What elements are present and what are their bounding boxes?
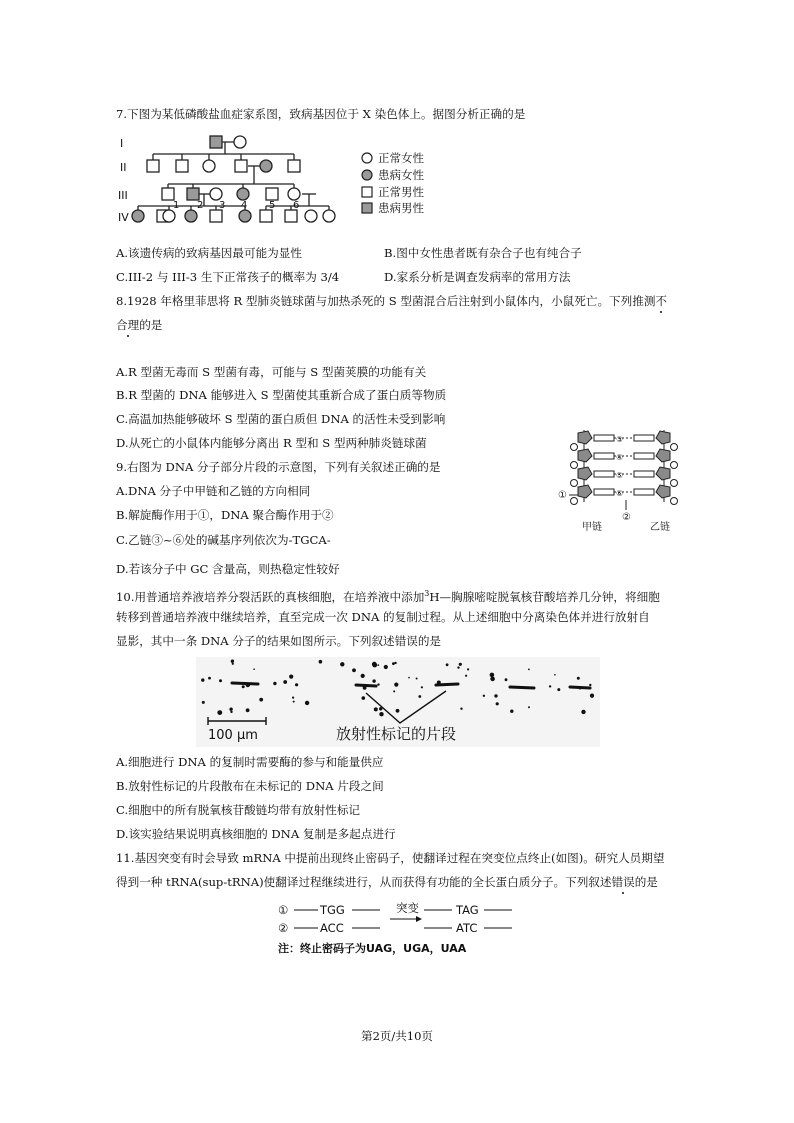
silver-grain xyxy=(283,680,287,684)
radioactive-fragment-caption: 放射性标记的片段 xyxy=(336,725,457,743)
q10-option-a[interactable]: A.细胞进行 DNA 的复制时需要酶的参与和能量供应 xyxy=(116,755,384,769)
q8-option-a[interactable]: A.R 型菌无毒而 S 型菌有毒，可能与 S 型菌荚膜的功能有关 xyxy=(116,365,427,379)
row2-after: ATC xyxy=(456,921,478,935)
silver-grain xyxy=(377,683,379,685)
silver-grain xyxy=(372,662,377,667)
q11-stem-line2: 得到一种 tRNA(sup-tRNA)使翻译过程继续进行，从而获得有功能的全长蛋白质分子。下列叙述错误的是 xyxy=(116,875,658,889)
q11-stem-line1: 11.基因突变有时会导致 mRNA 中提前出现终止密码子，使翻译过程在突变位点终止(如图)。研究人员期望 xyxy=(116,851,665,865)
silver-grain xyxy=(528,669,530,671)
silver-grain xyxy=(591,696,593,698)
silver-grain xyxy=(408,677,410,679)
q8-option-b[interactable]: B.R 型菌的 DNA 能够进入 S 型菌使其重新合成了蛋白质等物质 xyxy=(116,388,447,402)
q8-emphasis-reasonable: 合理 xyxy=(116,318,140,332)
phosphate-right xyxy=(671,480,678,487)
silver-grain xyxy=(459,663,462,666)
individual-num-4: 4 xyxy=(241,200,248,211)
silver-grain xyxy=(483,695,485,697)
phosphate-right xyxy=(671,444,678,451)
strand-left-label: 甲链 xyxy=(582,522,602,533)
silver-grain xyxy=(379,712,383,716)
gen-label-iii: III xyxy=(118,189,128,202)
silver-grain xyxy=(289,675,293,679)
phosphate-right xyxy=(671,498,678,505)
silver-grain xyxy=(253,668,255,670)
silver-grain xyxy=(374,707,378,711)
base-left xyxy=(594,435,614,441)
legend-normal-female: 正常女性 xyxy=(378,151,424,165)
row2-before: ACC xyxy=(320,921,344,935)
silver-grain xyxy=(232,663,234,665)
legend-affected-male: 患病男性 xyxy=(378,201,424,215)
phosphate-left xyxy=(571,480,578,487)
deoxyribose-right xyxy=(656,467,670,480)
base-left xyxy=(594,489,614,495)
individual-num-1: 1 xyxy=(173,200,180,211)
silver-grain xyxy=(460,708,462,710)
page-footer: 第2页/共10页 xyxy=(361,1029,433,1043)
q8-stem-line2: 合理的是 xyxy=(116,318,163,332)
q10-option-d[interactable]: D.该实验结果说明真核细胞的 DNA 复制是多起点进行 xyxy=(116,827,396,841)
deoxyribose-left xyxy=(578,485,592,498)
silver-grain xyxy=(490,673,495,678)
silver-grain xyxy=(421,686,423,688)
q10-option-b[interactable]: B.放射性标记的片段散布在未标记的 DNA 片段之间 xyxy=(116,779,384,793)
silver-grain xyxy=(396,709,400,713)
silver-grain xyxy=(416,678,418,680)
silver-grain xyxy=(229,708,232,711)
q7-option-b[interactable]: B.图中女性患者既有杂合子也有纯合子 xyxy=(384,246,582,260)
silver-grain xyxy=(393,690,395,692)
base-right xyxy=(634,453,654,459)
deoxyribose-left xyxy=(578,449,592,462)
silver-grain xyxy=(554,674,556,676)
dna-marker-4: ④ xyxy=(616,453,624,462)
silver-grain xyxy=(319,660,323,664)
silver-grain xyxy=(362,696,366,700)
dna-marker-5: ⑤ xyxy=(616,471,624,480)
base-left xyxy=(594,471,614,477)
dna-structure-diagram xyxy=(556,424,690,534)
silver-grain xyxy=(246,708,250,712)
dna-marker-2: ② xyxy=(622,512,631,523)
dna-marker-6: ⑥ xyxy=(616,489,624,498)
deoxyribose-left xyxy=(578,431,592,444)
dna-marker-1: ① xyxy=(558,490,567,501)
q8-stem-line1: 8.1928 年格里菲思将 R 型肺炎链球菌与加热杀死的 S 型菌混合后注射到小鼠体内，小鼠死亡。下列推测不 xyxy=(116,294,668,308)
row1-number: ① xyxy=(278,903,289,917)
silver-grain xyxy=(577,677,580,680)
q7-stem: 7.下图为某低磷酸盐血症家系图，致病基因位于 X 染色体上。据图分析正确的是 xyxy=(116,107,526,121)
phosphate-right xyxy=(671,462,678,469)
base-right xyxy=(634,489,654,495)
silver-grain xyxy=(230,711,232,713)
row1-before: TGG xyxy=(320,903,345,917)
pedigree-chart xyxy=(116,126,446,234)
silver-grain xyxy=(208,677,211,680)
silver-grain xyxy=(465,675,467,677)
base-right xyxy=(634,435,654,441)
deoxyribose-right xyxy=(656,485,670,498)
q10-option-c[interactable]: C.细胞中的所有脱氧核苷酸链均带有放射性标记 xyxy=(116,803,361,817)
individual-num-5: 5 xyxy=(269,200,276,211)
silver-grain xyxy=(202,701,205,704)
silver-grain xyxy=(201,678,204,681)
individual-num-6: 6 xyxy=(293,200,300,211)
silver-grain xyxy=(549,685,551,687)
silver-grain xyxy=(494,694,497,697)
deoxyribose-right xyxy=(656,449,670,462)
q8-emphasis-not: 不 xyxy=(655,294,668,308)
silver-grain xyxy=(510,710,513,713)
silver-grain xyxy=(581,710,585,714)
gen-label-ii: II xyxy=(120,161,127,174)
q10-stem-line3: 显影，其中一条 DNA 分子的结果如图所示。下列叙述错误的是 xyxy=(116,634,442,648)
silver-grain xyxy=(340,662,344,666)
silver-grain xyxy=(372,679,375,682)
legend-affected-female: 患病女性 xyxy=(378,168,424,182)
silver-grain xyxy=(295,683,298,686)
silver-grain xyxy=(361,674,365,678)
base-left xyxy=(594,453,614,459)
stop-codon-note: 注：终止密码子为UAG，UGA，UAA xyxy=(278,942,467,955)
silver-grain xyxy=(242,685,245,688)
q11-emphasis-wrong: 错误 xyxy=(611,875,635,889)
individual-num-2: 2 xyxy=(197,200,204,211)
autoradiograph-figure xyxy=(196,657,600,747)
dna-marker-3: ③ xyxy=(616,435,624,444)
q8-option-c[interactable]: C.高温加热能够破坏 S 型菌的蛋白质但 DNA 的活性未受到影响 xyxy=(116,412,446,426)
silver-grain xyxy=(384,665,388,669)
q7-option-d[interactable]: D.家系分析是调查发病率的常用方法 xyxy=(384,270,571,284)
silver-grain xyxy=(496,702,499,705)
silver-grain xyxy=(392,662,395,665)
phosphate-left xyxy=(571,498,578,505)
mutation-codon-figure xyxy=(276,898,516,958)
gen-label-i: I xyxy=(120,137,124,150)
row1-after: TAG xyxy=(456,903,479,917)
legend-normal-male: 正常男性 xyxy=(378,185,424,199)
deoxyribose-left xyxy=(578,467,592,480)
phosphate-left xyxy=(571,462,578,469)
phosphate-left xyxy=(571,444,578,451)
silver-grain xyxy=(219,679,222,682)
q10-stem-line1: 10.用普通培养液培养分裂活跃的真核细胞，在培养液中添加$^3$H—胸腺嘧啶脱氧核苷酸培养几分钟，将细胞 xyxy=(116,589,660,604)
silver-grain xyxy=(259,698,263,702)
scale-bar-label: 100 μm xyxy=(208,728,258,743)
silver-grain xyxy=(505,678,508,681)
gen-label-iv: IV xyxy=(118,211,129,224)
silver-grain xyxy=(217,710,222,715)
silver-grain xyxy=(467,668,469,670)
silver-grain xyxy=(457,666,459,668)
q9-option-a[interactable]: A.DNA 分子中甲链和乙链的方向相同 xyxy=(116,484,311,498)
individual-num-3: 3 xyxy=(219,200,226,211)
base-right xyxy=(634,471,654,477)
q9-option-d[interactable]: D.若该分子中 GC 含量高，则热稳定性较好 xyxy=(116,562,340,576)
silver-grain xyxy=(305,701,309,705)
silver-grain xyxy=(377,664,379,666)
strand-right-label: 乙链 xyxy=(650,522,670,533)
deoxyribose-right xyxy=(656,431,670,444)
q9-option-c[interactable]: C.乙链③~⑥处的碱基序列依次为-TGCA- xyxy=(116,533,331,547)
mutation-arrow-label: 突变 xyxy=(396,901,419,915)
q8-option-d[interactable]: D.从死亡的小鼠体内能够分离出 R 型和 S 型两种肺炎链球菌 xyxy=(116,436,427,450)
silver-grain xyxy=(293,701,295,703)
silver-grain xyxy=(446,663,449,666)
silver-grain xyxy=(394,683,398,687)
silver-grain xyxy=(589,684,591,686)
row2-number: ② xyxy=(278,921,289,935)
q9-stem: 9.右图为 DNA 分子部分片段的示意图，下列有关叙述正确的是 xyxy=(116,460,441,474)
q9-option-b[interactable]: B.解旋酶作用于①，DNA 聚合酶作用于② xyxy=(116,508,334,522)
q10-stem-line2: 转移到普通培养液中继续培养，直至完成一次 DNA 的复制过程。从上述细胞中分离染色体并进行放射自 xyxy=(116,610,650,624)
silver-grain xyxy=(352,668,356,672)
silver-grain xyxy=(557,688,560,691)
q7-option-c[interactable]: C.III-2 与 III-3 生下正常孩子的概率为 3/4 xyxy=(116,270,340,284)
silver-grain xyxy=(528,706,530,708)
silver-grain xyxy=(273,682,276,685)
silver-grain xyxy=(490,677,495,682)
silver-grain xyxy=(418,695,421,698)
q7-option-a[interactable]: A.该遗传病的致病基因最可能为显性 xyxy=(116,246,302,260)
silver-grain xyxy=(231,660,234,663)
silver-grain xyxy=(292,697,294,699)
